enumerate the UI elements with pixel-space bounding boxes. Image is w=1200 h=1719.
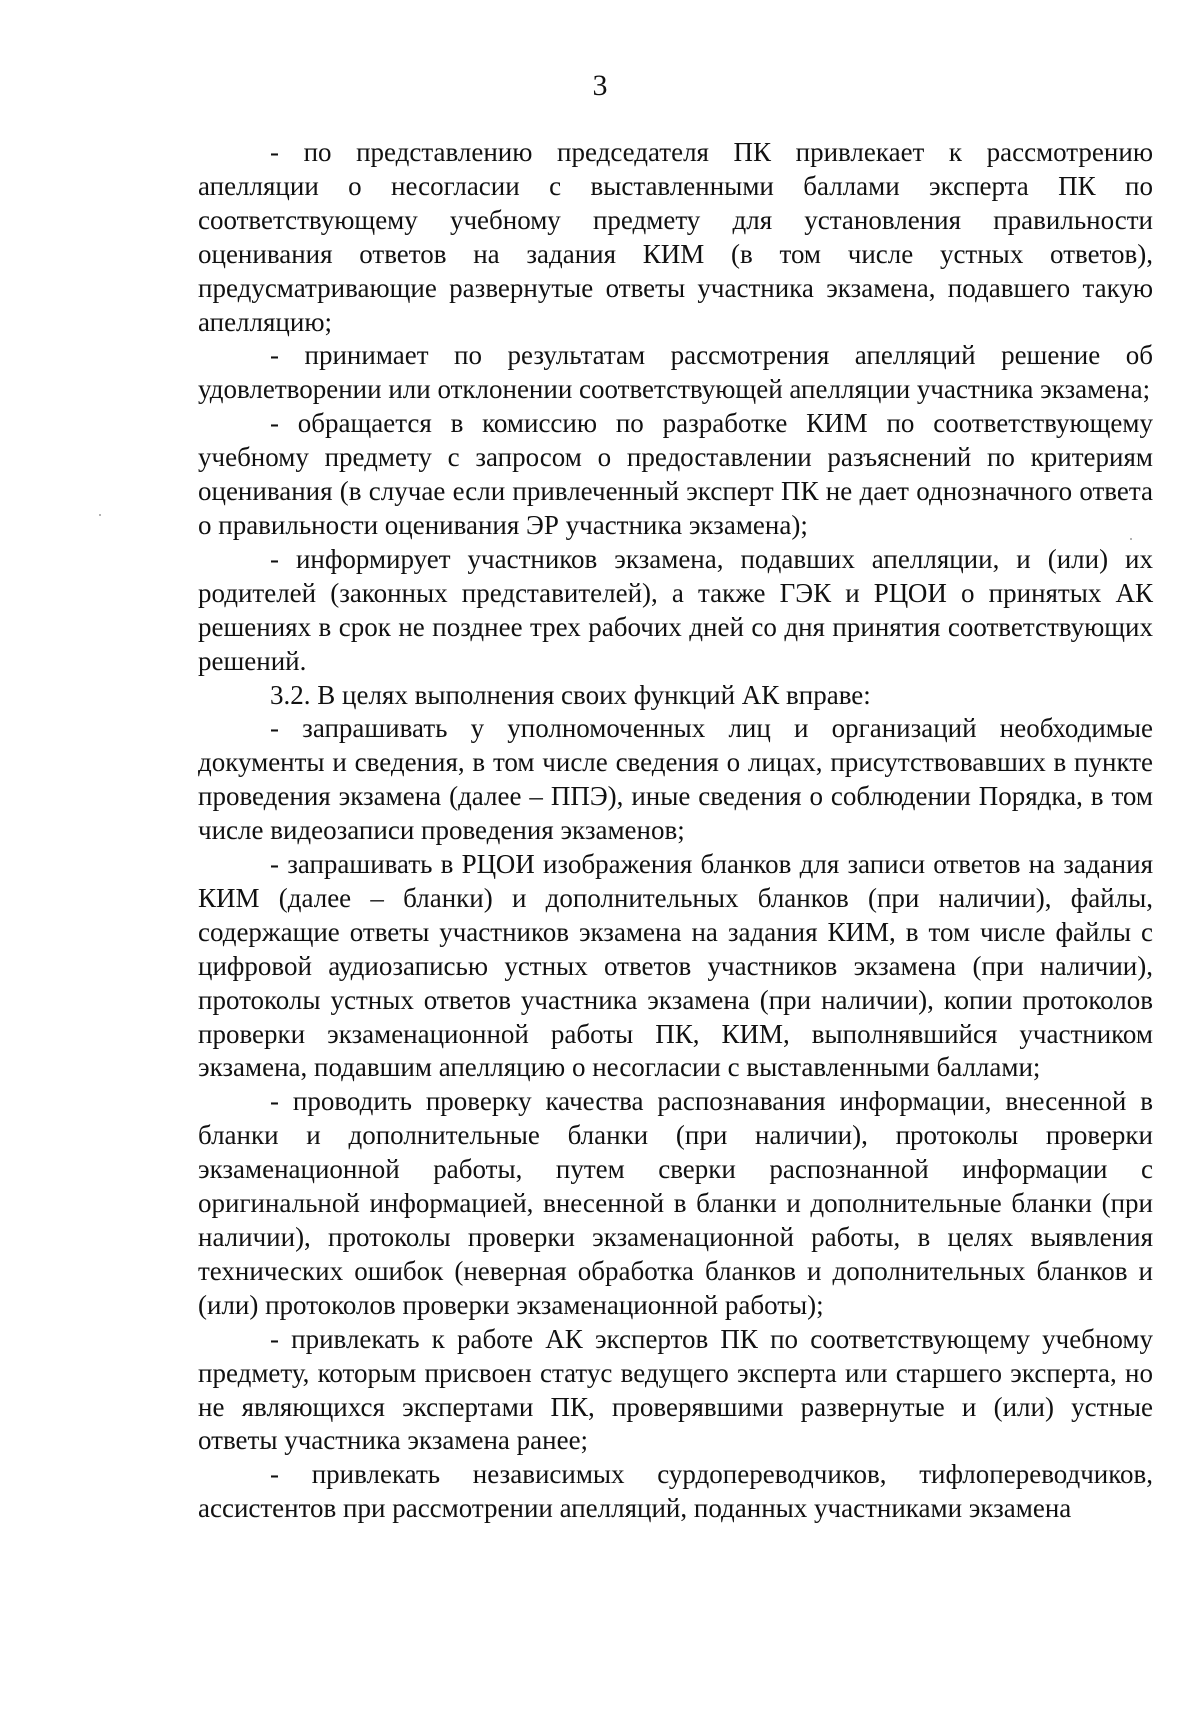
scan-speck — [99, 514, 101, 516]
paragraph-request-documents: - запрашивать у уполномоченных лиц и организаций необходимые документы и сведения, в том числе сведения о лицах, присутствовавших в пункте проведения экзамена (далее – ППЭ), иные сведения о соблюдении Порядка, в том числе видеозаписи проведения экзаменов; — [198, 713, 1153, 846]
paragraph-involve-experts: - привлекать к работе АК экспертов ПК по соответствующему учебному предмету, которым присвоен статус ведущего эксперта или старшего эксперта, но не являющихся экспертами ПК, проверявшими развернутые и (или) устные ответы участника экзамена ранее; — [198, 1323, 1153, 1456]
paragraph-informing: - информирует участников экзамена, подавших апелляции, и (или) их родителей (законных представителей), а также ГЭК и РЦОИ о принятых АК решениях в срок не позднее трех рабочих дней со дня принятия соответствующих решений. — [198, 543, 1153, 676]
paragraph-decision: - принимает по результатам рассмотрения апелляций решение об удовлетворении или отклонении соответствующей апелляции участника экзамена; — [198, 340, 1153, 405]
paragraph-section-3-2-heading: 3.2. В целях выполнения своих функций АК вправе: — [270, 679, 871, 710]
paragraph-request-blank-images: - запрашивать в РЦОИ изображения бланков для записи ответов на задания КИМ (далее – бланки) и дополнительных бланков (при наличии), файлы, содержащие ответы участников экзамена на задания КИМ, в том числе файлы с цифровой аудиозаписью устных ответов участников экзамена (при наличии), протоколы устных ответов участника экзамена (при наличии), копии протоколов проверки экзаменационной работы ПК, КИМ, выполнявшийся участником экзамена, подавшим апелляцию о несогласии с выставленными баллами; — [198, 849, 1153, 1083]
paragraph-kim-commission-request: - обращается в комиссию по разработке КИМ по соответствующему учебному предмету с запросом о предоставлении разъяснений по критериям оценивания (в случае если привлеченный эксперт ПК не дает однозначного ответа о правильности оценивания ЭР участника экзамена); — [198, 408, 1153, 540]
paragraph-pk-involvement: - по представлению председателя ПК привлекает к рассмотрению апелляции о несогласии с выставленными баллами эксперта ПК по соответствующему учебному предмету для установления правильности оценивания ответов на задания КИМ (в том числе устных ответов), предусматривающие развернутые ответы участника экзамена, подавшего такую апелляцию; — [198, 137, 1153, 337]
document-body — [198, 136, 1153, 1526]
paragraph-involve-interpreters: - привлекать независимых сурдопереводчиков, тифлопереводчиков, ассистентов при рассмотрении апелляций, поданных участниками экзамена — [198, 1459, 1153, 1524]
page-number: 3 — [592, 69, 608, 102]
paragraph-recognition-check: - проводить проверку качества распознавания информации, внесенной в бланки и дополнительные бланки (при наличии), протоколы проверки экзаменационной работы, путем сверки распознанной информации с оригинальной информацией, внесенной в бланки и дополнительные бланки (при наличии), протоколы проверки экзаменационной работы, в целях выявления технических ошибок (неверная обработка бланков и дополнительных бланков и (или) протоколов проверки экзаменационной работы); — [198, 1086, 1153, 1320]
scan-speck — [1130, 538, 1132, 540]
